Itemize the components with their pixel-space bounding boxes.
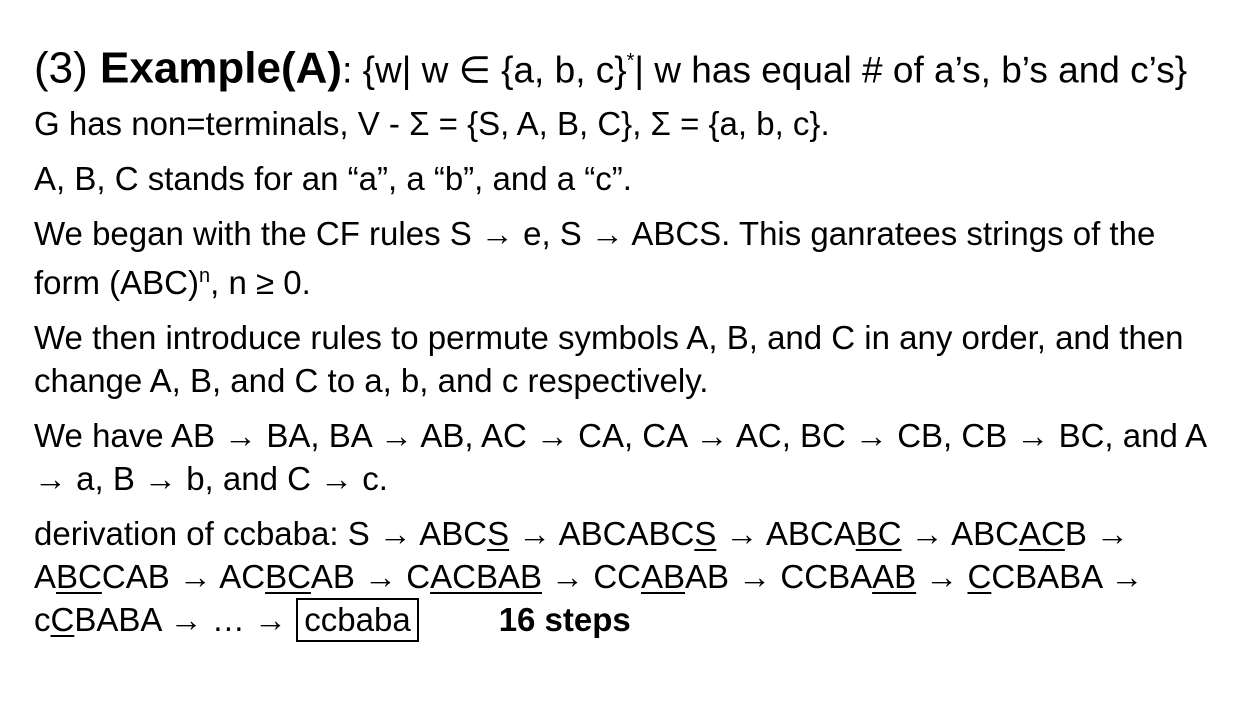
derivation-underlined: AC <box>1018 514 1065 552</box>
derivation-underlined: BC <box>265 557 311 595</box>
derivation-underlined: BC <box>855 514 902 552</box>
slide-content <box>34 36 1224 654</box>
derivation-step: AB <box>310 557 355 595</box>
derivation-step: B <box>1064 514 1087 552</box>
cf-rules-tail: , n ≥ 0. <box>210 263 311 301</box>
derivation-step: → CC <box>542 557 641 595</box>
derivation-result-box: ccbaba <box>296 598 418 642</box>
paragraph-permute: We then introduce rules to permute symbols A, B, and C in any order, and then change A, B, and C to a, b, and c respectively. <box>34 318 1184 399</box>
title-heading: Example(A) <box>100 43 343 93</box>
slide-title <box>34 36 1224 96</box>
derivation-underlined: AB <box>872 557 917 595</box>
derivation-step: → <box>916 557 968 595</box>
derivation-step: → ABCA <box>716 514 856 552</box>
derivation-underlined: C <box>50 600 75 638</box>
paragraph-rules-list: We have AB → BA, BA → AB, AC → CA, CA → AC, BC → CB, CB → BC, and A → a, B → b, and C → c. <box>34 416 1206 497</box>
title-number: (3) <box>34 43 100 93</box>
derivation-step: → AC <box>169 557 266 595</box>
derivation-step: CBABA <box>991 557 1102 595</box>
cf-rules-superscript: n <box>199 264 211 287</box>
derivation-ellipsis: → … → <box>160 600 297 638</box>
derivation-label: derivation of ccbaba: <box>34 514 348 552</box>
title-set-part1: {w| w ∈ {a, b, c} <box>362 49 627 91</box>
derivation-step: → A <box>34 514 1129 595</box>
derivation-step: → CCBA <box>729 557 873 595</box>
derivation-underlined: AB <box>641 557 686 595</box>
derivation-step: BABA <box>74 600 161 638</box>
derivation-underlined: S <box>694 514 717 552</box>
step-count: 16 steps <box>498 600 631 638</box>
paragraph-derivation <box>34 512 1224 642</box>
derivation-step: AB <box>685 557 730 595</box>
paragraph-symbol-meaning: A, B, C stands for an “a”, a “b”, and a “c”. <box>34 159 632 197</box>
derivation-step: CAB <box>101 557 170 595</box>
paragraph-cf-rules <box>34 212 1224 304</box>
title-star: * <box>626 50 635 72</box>
derivation-step: → ABC <box>901 514 1019 552</box>
derivation-underlined: S <box>487 514 510 552</box>
cf-rules-text: We began with the CF rules S → e, S → ABCS. This ganratees strings of the form (ABC) <box>34 214 1156 301</box>
derivation-underlined: C <box>967 557 992 595</box>
derivation-step: → C <box>354 557 431 595</box>
derivation-step: → ABCABC <box>509 514 695 552</box>
derivation-underlined: ACBAB <box>430 557 542 595</box>
derivation-step: → c <box>34 557 1144 638</box>
derivation-underlined: BC <box>56 557 102 595</box>
paragraph-nonterminals: G has non=terminals, V - Σ = {S, A, B, C}, Σ = {a, b, c}. <box>34 104 830 142</box>
title-set-part2: | w has equal # of a’s, b’s and c’s} <box>634 49 1188 91</box>
title-colon: : <box>342 49 363 91</box>
derivation-step: S → ABC <box>347 514 488 552</box>
